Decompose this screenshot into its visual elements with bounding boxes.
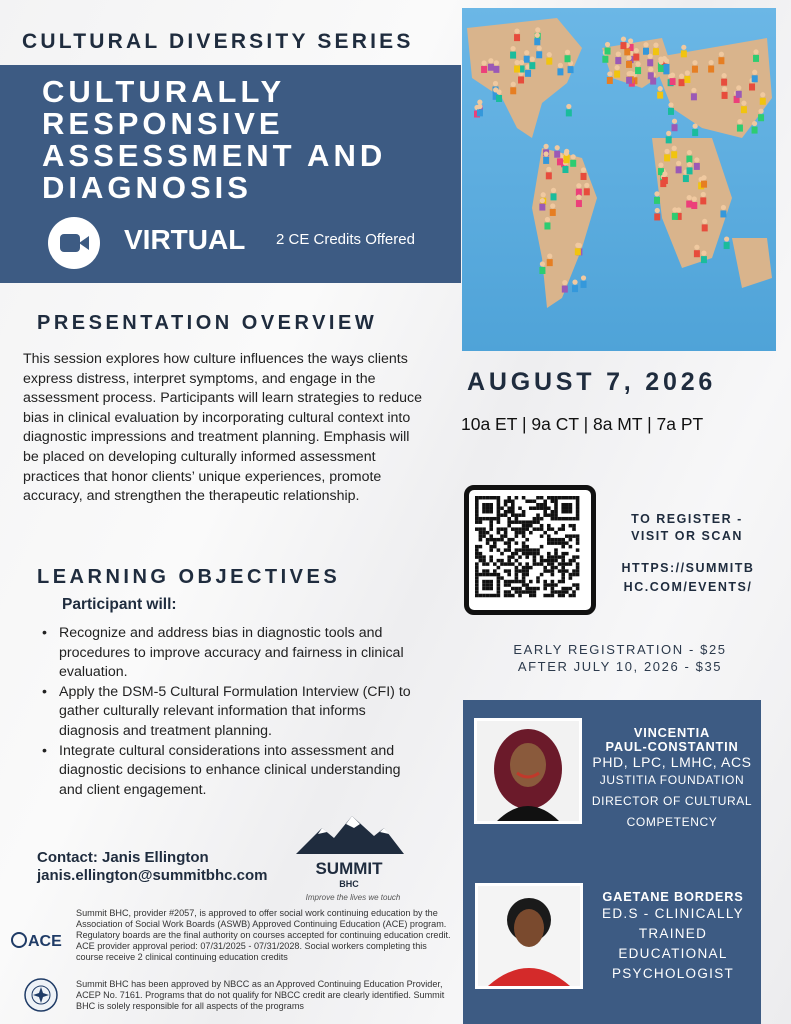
format-label: VIRTUAL (124, 224, 246, 255)
nbcc-statement: Summit BHC has been approved by NBCC as an Approved Continuing Education Provider, ACEP No. 7161. Programs that do not qualify for NBCC credit are clearly identified. Summit BHC is solely responsible for all aspects of the programs (76, 979, 445, 1011)
series-title: CULTURAL DIVERSITY SERIES (22, 30, 414, 53)
speaker-1-info (584, 726, 760, 833)
ace-logo-text: ACE (28, 933, 62, 950)
speaker-title: PSYCHOLOGIST (611, 966, 735, 981)
contact-block (37, 849, 268, 885)
pricing (478, 641, 762, 675)
overview-body: This session explores how culture influences the ways clients express distress, interpret symptoms, and engage in the assessment process. Participants will learn strategies to reduce bias in clinical evaluation by incorporating cultural context into diagnostic impressions and treatment planning. Emphasis will be placed on developing culturally informed assessment practices that honor clients’ unique experiences, promote accuracy, and strengthen the therapeutic relationship. (23, 351, 423, 505)
contact-email[interactable]: janis.ellington@summitbhc.com (37, 867, 268, 884)
register-label-line: VISIT OR SCAN (631, 529, 743, 543)
objectives-intro: Participant will: (62, 596, 177, 613)
world-map-figures-image (462, 8, 776, 351)
ce-credits: 2 CE Credits Offered (276, 231, 415, 248)
event-times: 10a ET | 9a CT | 8a MT | 7a PT (461, 414, 704, 434)
speaker-name: PAUL-CONSTANTIN (605, 739, 739, 754)
video-camera-icon (48, 217, 100, 269)
registration-link[interactable] (607, 559, 769, 597)
nbcc-seal-icon (24, 978, 58, 1012)
title-line: ASSESSMENT AND (42, 138, 387, 173)
contact-name: Contact: Janis Ellington (37, 849, 209, 866)
event-title (42, 76, 386, 204)
logo-tagline: Improve the lives we touch (305, 893, 401, 902)
objective-item: • Recognize and address bias in diagnostic tools and procedures to improve accuracy and fairness in clinical evaluation. (38, 624, 418, 683)
speaker-photo (477, 721, 579, 821)
late-price: AFTER JULY 10, 2026 - $35 (517, 659, 723, 674)
speaker-org: COMPETENCY (626, 815, 718, 829)
logo-sub: BHC (339, 879, 359, 889)
speaker-org: JUSTITIA FOUNDATION (599, 773, 745, 787)
objective-item: • Integrate cultural considerations into assessment and diagnostic decisions to enhance clinical understanding and client engagement. (38, 742, 418, 801)
title-line: DIAGNOSIS (42, 170, 252, 205)
objective-item: • Apply the DSM-5 Cultural Formulation Interview (CFI) to gather culturally relevant information that informs diagnosis and treatment planning. (38, 683, 418, 742)
ace-logo (10, 926, 70, 956)
speaker-2-info (588, 890, 758, 984)
speaker-title: TRAINED (638, 926, 708, 941)
speaker-photo (478, 886, 580, 986)
title-line: CULTURALLY (42, 74, 286, 109)
speaker-name: GAETANE BORDERS (602, 889, 744, 904)
register-label (612, 511, 762, 545)
objectives-list (38, 624, 418, 800)
speaker-title: EDUCATIONAL (618, 946, 728, 961)
objectives-heading: LEARNING OBJECTIVES (37, 566, 341, 588)
registration-qr-code[interactable] (464, 485, 596, 615)
speaker-photo-frame (475, 883, 583, 989)
speaker-credentials: PHD, LPC, LMHC, ACS (592, 754, 752, 770)
speaker-photo-frame (474, 718, 582, 824)
speaker-title: ED.S - CLINICALLY (602, 906, 744, 921)
early-price: EARLY REGISTRATION - $25 (513, 642, 727, 657)
speaker-name: VINCENTIA (633, 725, 711, 740)
logo-name: SUMMIT (315, 859, 383, 878)
register-label-line: TO REGISTER - (631, 512, 743, 526)
event-date: AUGUST 7, 2026 (467, 368, 717, 396)
title-line: RESPONSIVE (42, 106, 284, 141)
registration-link-line[interactable]: HTTPS://SUMMITB (621, 561, 755, 575)
overview-heading: PRESENTATION OVERVIEW (37, 312, 378, 334)
speaker-org: DIRECTOR OF CULTURAL (591, 794, 753, 808)
ace-statement: Summit BHC, provider #2057, is approved to offer social work continuing education by the Association of Social Work Boards (ASWB) Approved Continuing Education (ACE) program. Regulatory boards are the final authority on courses accepted for continuing education credit. ACE provider approval period: 07/31/2025 - 07/31/2028. Social workers completing this course receive 2 clinical continuing education credits (76, 908, 451, 962)
registration-link-line[interactable]: HC.COM/EVENTS/ (623, 580, 753, 594)
